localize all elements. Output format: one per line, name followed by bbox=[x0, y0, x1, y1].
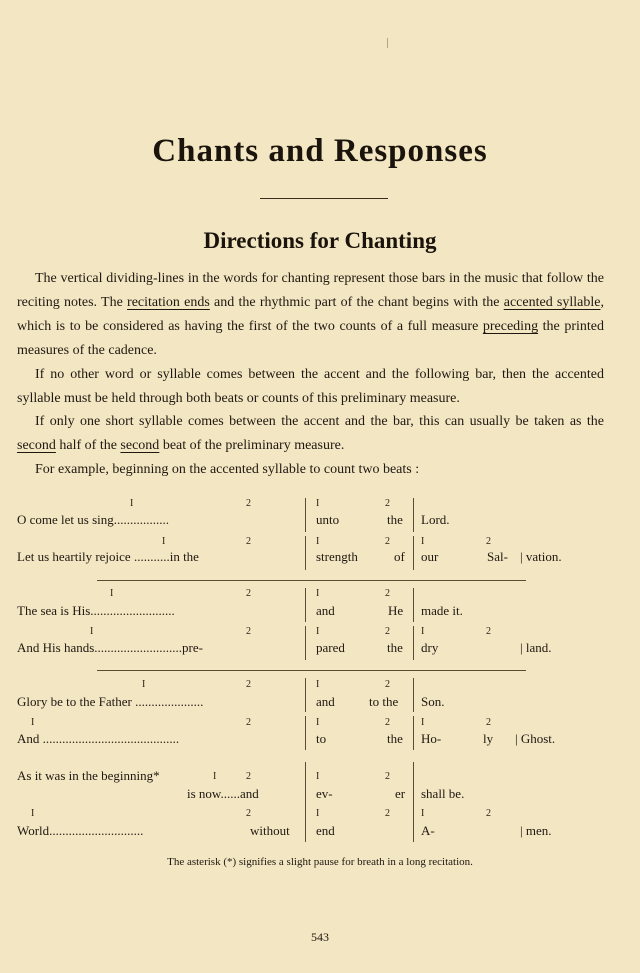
paragraph-4: For example, beginning on the accented syllable to count two beats : bbox=[35, 462, 420, 477]
chant-word: A- bbox=[421, 823, 435, 838]
chant-word: | vation. bbox=[520, 549, 562, 564]
chant-line-text: is now......and bbox=[187, 786, 259, 801]
bar-line bbox=[305, 536, 306, 570]
chant-word: | land. bbox=[520, 640, 552, 655]
chant-word: Son. bbox=[421, 694, 445, 709]
bar-line bbox=[305, 716, 306, 750]
bar-line bbox=[305, 498, 306, 532]
bar-line bbox=[413, 762, 414, 842]
beat-1: I bbox=[421, 626, 425, 637]
bar-line bbox=[305, 588, 306, 622]
beat-2: 2 bbox=[486, 536, 491, 547]
beat-2: 2 bbox=[246, 808, 251, 819]
beat-2: 2 bbox=[385, 626, 390, 637]
chant-word: the bbox=[387, 731, 403, 746]
beat-1: I bbox=[213, 771, 217, 782]
chant-word: the bbox=[387, 640, 403, 655]
chant-line-text: Glory be to the Father ..................... bbox=[17, 694, 204, 709]
chant-line-text: The sea is His.......................... bbox=[17, 603, 175, 618]
paragraph-3: If only one short syllable comes between the accent and the bar, this can usually be taken as the second half of the second beat of the preliminary measure. bbox=[17, 414, 604, 453]
chant-word: Sal- bbox=[487, 549, 508, 564]
chant-word: | men. bbox=[520, 823, 552, 838]
chant-line-text: World............................. bbox=[17, 823, 144, 838]
chant-word: Lord. bbox=[421, 512, 450, 527]
chant-word: unto bbox=[316, 512, 340, 527]
beat-2: 2 bbox=[246, 679, 251, 690]
bar-line bbox=[413, 536, 414, 570]
beat-2: 2 bbox=[385, 536, 390, 547]
chant-word: to the bbox=[369, 694, 399, 709]
beat-2: 2 bbox=[385, 498, 390, 509]
beat-1: I bbox=[316, 626, 320, 637]
underlined-recitation-ends: recitation ends bbox=[127, 295, 210, 310]
beat-1: I bbox=[130, 498, 134, 509]
bar-line bbox=[413, 588, 414, 622]
beat-1: I bbox=[142, 679, 146, 690]
page-number: 543 bbox=[311, 930, 329, 944]
beat-1: I bbox=[162, 536, 166, 547]
bar-line bbox=[413, 678, 414, 712]
chant-word: and bbox=[316, 603, 335, 618]
bar-line bbox=[305, 626, 306, 660]
beat-2: 2 bbox=[246, 771, 251, 782]
section-heading: Directions for Chanting bbox=[203, 228, 437, 253]
chant-word: to bbox=[316, 731, 327, 746]
chant-word: without bbox=[250, 823, 290, 838]
beat-1: I bbox=[31, 717, 35, 728]
chant-word: strength bbox=[316, 549, 358, 564]
beat-2: 2 bbox=[385, 588, 390, 599]
bar-line bbox=[413, 716, 414, 750]
beat-1: I bbox=[31, 808, 35, 819]
bar-line bbox=[305, 762, 306, 842]
beat-1: I bbox=[421, 808, 425, 819]
beat-2: 2 bbox=[246, 536, 251, 547]
beat-2: 2 bbox=[246, 498, 251, 509]
chant-line-text: O come let us sing................. bbox=[17, 512, 170, 527]
margin-mark bbox=[387, 38, 388, 48]
bar-line bbox=[413, 498, 414, 532]
beat-2: 2 bbox=[486, 626, 491, 637]
beat-1: I bbox=[421, 536, 425, 547]
chant-word: dry bbox=[421, 640, 439, 655]
chant-word: our bbox=[421, 549, 439, 564]
underlined-accented-syllable: accented syllable bbox=[503, 295, 601, 310]
chant-word: ly bbox=[483, 731, 494, 746]
beat-1: I bbox=[316, 679, 320, 690]
beat-2: 2 bbox=[385, 771, 390, 782]
beat-1: I bbox=[316, 717, 320, 728]
beat-1: I bbox=[421, 717, 425, 728]
beat-2: 2 bbox=[246, 626, 251, 637]
beat-1: I bbox=[316, 771, 320, 782]
underlined-preceding: preceding bbox=[482, 319, 539, 334]
chant-word: and bbox=[316, 694, 335, 709]
chant-line-text: Let us heartily rejoice ...........in the bbox=[17, 549, 199, 564]
bar-line bbox=[305, 678, 306, 712]
beat-2: 2 bbox=[385, 808, 390, 819]
footnote: The asterisk (*) signifies a slight pause for breath in a long recitation. bbox=[167, 856, 473, 868]
bar-line bbox=[413, 626, 414, 660]
chant-word: | Ghost. bbox=[515, 731, 556, 746]
chant-word: Ho- bbox=[421, 731, 442, 746]
chant-line-text: And His hands...........................pre- bbox=[17, 640, 203, 655]
chant-word: end bbox=[316, 823, 335, 838]
chant-line-text: And .......................................... bbox=[17, 731, 180, 746]
chant-word: made it. bbox=[421, 603, 463, 618]
chant-word: the bbox=[387, 512, 403, 527]
chant-word: He bbox=[388, 603, 404, 618]
beat-1: I bbox=[316, 808, 320, 819]
chant-word: shall be. bbox=[421, 786, 465, 801]
title-divider bbox=[260, 198, 388, 199]
beat-1: I bbox=[110, 588, 114, 599]
underlined-second-2: second bbox=[120, 438, 160, 453]
example-divider bbox=[97, 580, 526, 581]
beat-2: 2 bbox=[246, 717, 251, 728]
page-title: Chants and Responses bbox=[152, 133, 488, 169]
beat-1: I bbox=[90, 626, 94, 637]
chant-word: of bbox=[394, 549, 405, 564]
chant-word: ev- bbox=[316, 786, 333, 801]
chant-word: er bbox=[395, 786, 406, 801]
paragraph-1: The vertical dividing-lines in the words for chanting represent those bars in the music that follow the reciting notes. The recitation ends and the rhythmic part of the chant begins with the accented syllable, which is to be considered as having the first of the two counts of a full measure preceding the printed measures of the cadence. bbox=[17, 271, 604, 358]
beat-1: I bbox=[316, 536, 320, 547]
chant-line-text: As it was in the beginning* bbox=[17, 768, 160, 783]
beat-1: I bbox=[316, 588, 320, 599]
beat-2: 2 bbox=[486, 717, 491, 728]
example-divider bbox=[97, 670, 526, 671]
beat-2: 2 bbox=[385, 679, 390, 690]
chant-word: pared bbox=[316, 640, 345, 655]
paragraph-2: If no other word or syllable comes between the accent and the following bar, then the accented syllable must be held through both beats or counts of this preliminary measure. bbox=[17, 367, 604, 406]
beat-1: I bbox=[316, 498, 320, 509]
beat-2: 2 bbox=[486, 808, 491, 819]
beat-2: 2 bbox=[246, 588, 251, 599]
beat-2: 2 bbox=[385, 717, 390, 728]
underlined-second-1: second bbox=[17, 438, 56, 453]
